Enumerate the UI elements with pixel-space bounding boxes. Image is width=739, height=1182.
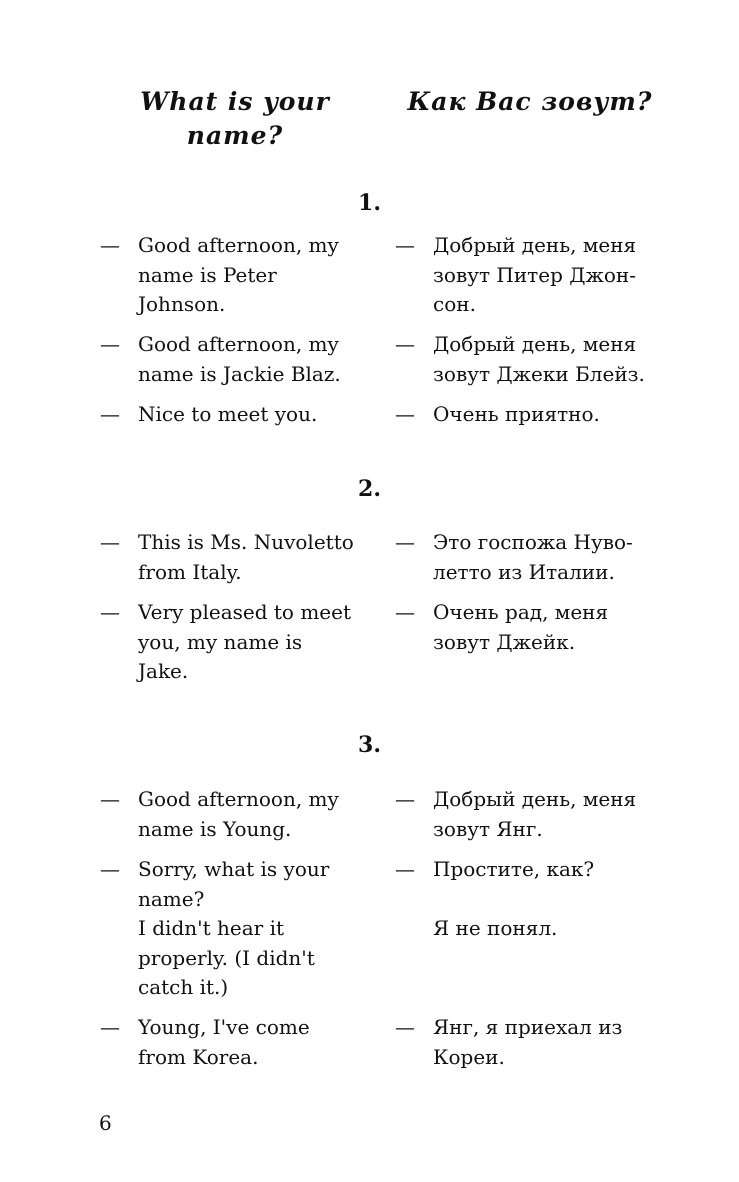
dash: — [100,1015,120,1039]
line-text-en: Good afternoon, my name is Jackie Blaz. [138,332,341,386]
dash: — [395,1015,415,1039]
dash: — [100,857,120,881]
line-text-ru: Это госпожа Нуво- летто из Италии. [433,530,633,584]
dash: — [395,787,415,811]
page-number: 6 [99,1111,112,1135]
dash: — [100,332,120,356]
dash: — [100,787,120,811]
dash: — [100,530,120,554]
line-text-ru: Очень рад, меня зовут Джейк. [433,600,609,654]
line-text-en: Young, I've come from Korea. [138,1015,310,1069]
line-text-ru: Добрый день, меня зовут Питер Джон- сон. [433,233,637,316]
line-text-en: Good afternoon, my name is Young. [138,787,339,841]
dash: — [100,402,120,426]
dash: — [395,530,415,554]
dash: — [100,600,120,624]
line-text-en: Very pleased to meet you, my name is Jake. [138,600,351,683]
dash: — [395,233,415,257]
section-number: 1. [358,190,381,216]
line-text-ru: Янг, я приехал из Кореи. [433,1015,623,1069]
dash: — [395,600,415,624]
line-text-en: Nice to meet you. [138,402,318,426]
line-text-ru: Очень приятно. [433,402,600,426]
section-number: 2. [358,476,381,502]
line-text-en: Good afternoon, my name is Peter Johnson. [138,233,339,316]
title-english: What is your name? [140,87,330,150]
section-number: 3. [358,732,381,758]
line-text-ru: Простите, как? Я не понял. [433,857,595,940]
line-text-en: Sorry, what is your name? I didn't hear it properly. (I didn't catch it.) [138,857,330,999]
dash: — [395,402,415,426]
line-text-en: This is Ms. Nuvoletto from Italy. [138,530,354,584]
title-russian: Как Вас зовут? [407,87,653,116]
line-text-ru: Добрый день, меня зовут Янг. [433,787,637,841]
dash: — [395,332,415,356]
line-text-ru: Добрый день, меня зовут Джеки Блейз. [433,332,645,386]
dash: — [395,857,415,881]
dash: — [100,233,120,257]
